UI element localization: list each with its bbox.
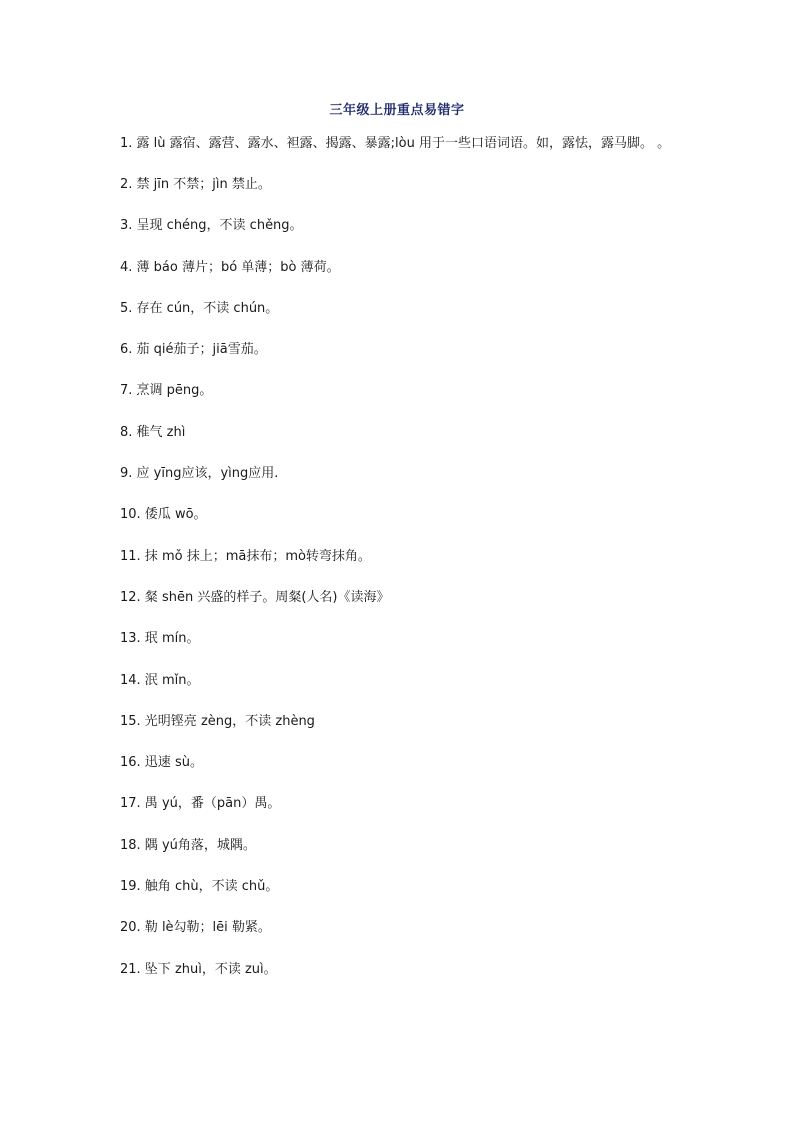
list-item: 3. 呈现 chéng，不读 chěng。 [120, 218, 303, 234]
list-item: 6. 茄 qié茄子；jiā雪茄。 [120, 342, 267, 358]
list-item: 11. 抹 mǒ 抹上；mā抹布；mò转弯抹角。 [120, 548, 371, 564]
list-item: 12. 粲 shēn 兴盛的样子。周粲(人名)《读海》 [120, 589, 390, 605]
list-item: 1. 露 lù 露宿、露营、露水、袒露、揭露、暴露;lòu 用于一些口语词语。如，露怯，露马脚。 。 [120, 136, 671, 151]
list-item: 2. 禁 jīn 不禁；jìn 禁止。 [120, 177, 271, 192]
list-item: 13. 珉 mín。 [120, 631, 200, 647]
list-item: 16. 迅速 sù。 [120, 755, 203, 771]
item-list [120, 133, 690, 1001]
list-item: 9. 应 yīng应该，yìng应用. [120, 466, 279, 482]
list-item: 20. 勒 lè勾勒；lēi 勒紧。 [120, 920, 271, 936]
list-item: 4. 薄 báo 薄片；bó 单薄；bò 薄荷。 [120, 259, 340, 275]
list-item: 21. 坠下 zhuì，不读 zuì。 [120, 961, 277, 977]
document-title: 三年级上册重点易错字 [329, 103, 465, 118]
list-item: 7. 烹调 pēng。 [120, 383, 213, 399]
list-item: 18. 隅 yú角落，城隅。 [120, 837, 256, 853]
list-item: 5. 存在 cún，不读 chún。 [120, 300, 279, 316]
list-item: 14. 泯 mǐn。 [120, 672, 200, 688]
list-item: 17. 禺 yú，番（pān）禺。 [120, 796, 281, 812]
list-item: 19. 触角 chù，不读 chǔ。 [120, 879, 279, 895]
list-item: 15. 光明铿亮 zèng，不读 zhèng [120, 713, 315, 729]
list-item: 10. 倭瓜 wō。 [120, 507, 207, 523]
list-item: 8. 稚气 zhì [120, 424, 186, 440]
